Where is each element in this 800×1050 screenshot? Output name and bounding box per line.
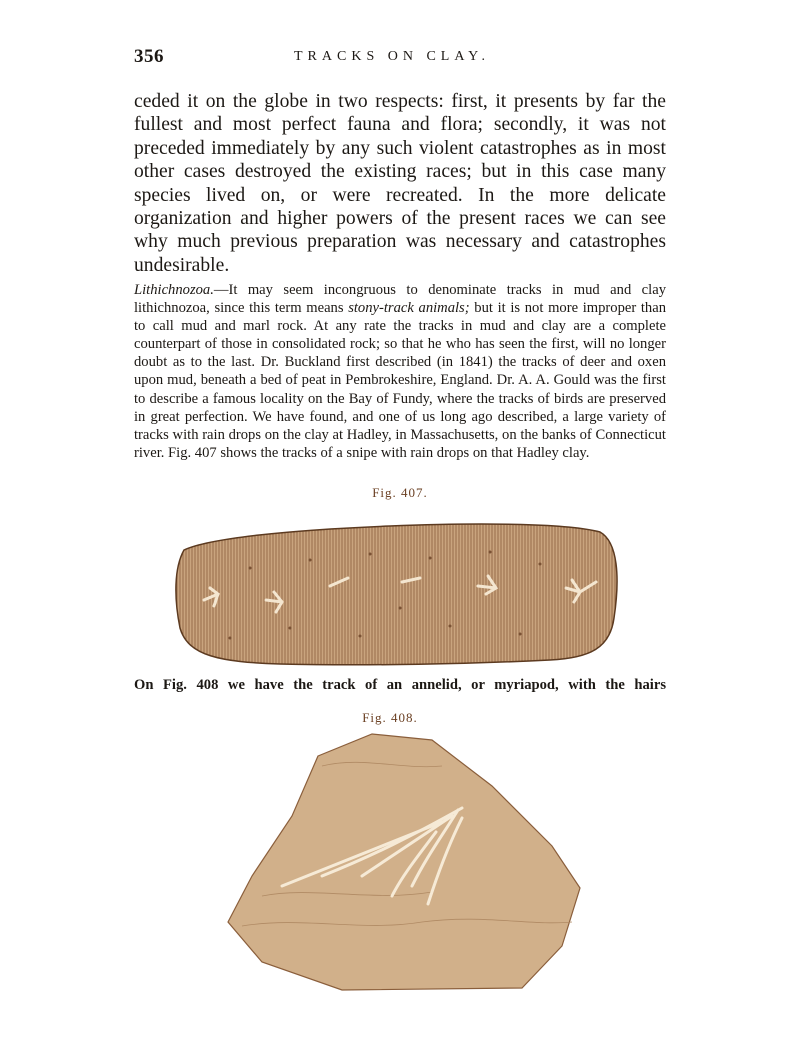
fig-408-illustration — [222, 726, 586, 996]
paragraph-text-2: but it is not more improper than to call mud and marl rock. At any rate the tracks in mud and clay are a complete counterpart of those in consolidated rock; so that he who has seen the first, will no longer doubt as to the last. Dr. Buckland first described (in 1841) the tracks of deer and oxen upon mud, beneath a bed of peat in Pembrokeshire, England. Dr. A. A. Gould was the first to describe a famous locality on the Bay of Fundy, where the tracks of birds are preserved in great perfection. We have found, and one of us long ago described, a large variety of tracks with rain drops on the clay at Hadley, in Massachusetts, on the banks of Connecticut river. Fig. 407 shows the tracks of a snipe with rain drops on that Hadley clay. — [134, 300, 666, 461]
page-number: 356 — [134, 46, 164, 67]
rock-slab-shape — [228, 734, 580, 990]
clay-slab-shape — [176, 524, 617, 665]
fig-408-intro-line: On Fig. 408 we have the track of an annelid, or myriapod, with the hairs — [134, 677, 666, 693]
paragraph-text-1: —It may seem incongruous to denominate tracks in mud and clay lithichnozoa, since this term means — [134, 282, 666, 317]
fig-407-illustration — [170, 508, 622, 668]
page-header — [134, 46, 664, 72]
paragraph-lead-term: Lithichnozoa. — [134, 282, 214, 298]
lithichnozoa-paragraph — [134, 281, 666, 462]
fig-408-caption: Fig. 408. — [362, 710, 418, 725]
fig-407-caption: Fig. 407. — [372, 485, 428, 500]
main-paragraph: ceded it on the globe in two respects: first, it presents by far the fullest and most perfect fauna and flora; secondly, it was not preceded immediately by any such violent catastrophes as in most other cases destroyed the existing races; but in this case many species lived on, or were recreated. In the more delicate organization and higher powers of the present races we can see why much previous preparation was necessary and catastrophes undesirable. — [134, 91, 666, 276]
running-title: TRACKS ON CLAY. — [294, 49, 490, 64]
paragraph-emphasis: stony-track animals; — [348, 300, 470, 317]
